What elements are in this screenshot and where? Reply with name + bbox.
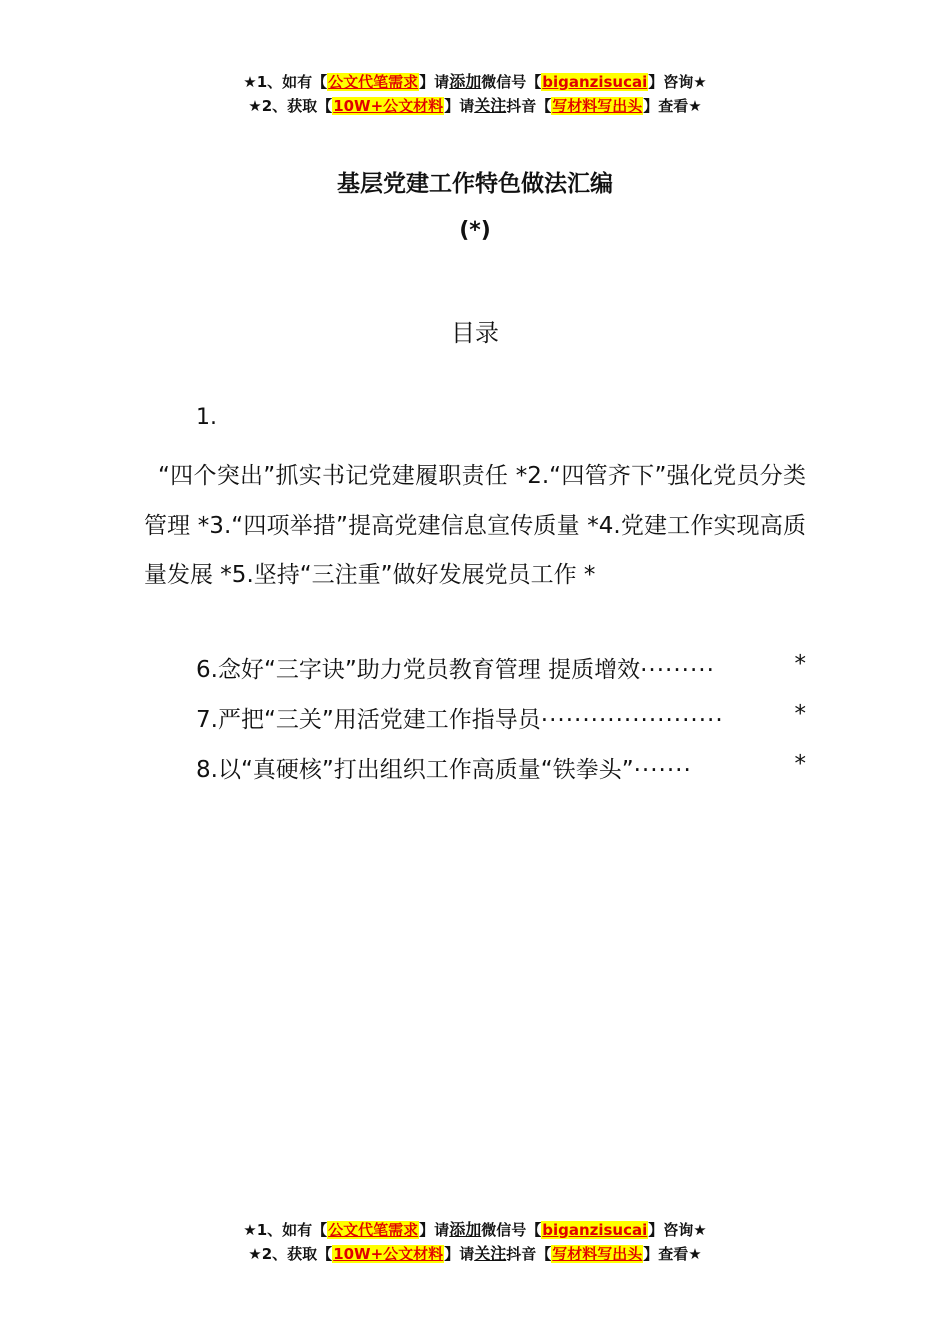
- banner-text: 】查看★: [643, 97, 702, 115]
- footer-banner: [0, 1218, 950, 1266]
- header-banner: [0, 70, 950, 118]
- banner-text: 微信号【: [481, 73, 542, 91]
- banner-text: 】咨询★: [648, 1221, 707, 1239]
- toc-page-number: *: [794, 651, 806, 677]
- toc-paragraph: “四个突出”抓实书记党建履职责任 *2.“四管齐下”强化党员分类管理 *3.“四项举措”提高党建信息宣传质量 *4.党建工作实现高质量发展 *5.坚持“三注重”做好发展党员工作 *: [144, 463, 806, 588]
- toc-entry-text: 7.严把“三关”用活党建工作指导员: [196, 707, 541, 733]
- banner-underline: 关注: [474, 1244, 507, 1263]
- banner-text: 】咨询★: [648, 73, 707, 91]
- banner-line-2: [0, 1242, 950, 1266]
- banner-highlight: 10W+公文材料: [333, 1245, 444, 1263]
- toc-heading: 目录: [451, 319, 499, 347]
- banner-wechat-id: biganzisucai: [542, 73, 648, 91]
- banner-text: 抖音【: [506, 97, 552, 115]
- banner-text: 】请: [444, 97, 475, 115]
- banner-wechat-id: biganzisucai: [542, 1221, 648, 1239]
- document-subtitle: (*): [459, 218, 491, 243]
- banner-text: 抖音【: [506, 1245, 552, 1263]
- banner-text: 】请: [419, 1221, 450, 1239]
- banner-highlight: 10W+公文材料: [333, 97, 444, 115]
- banner-text: ★2、获取【: [248, 1245, 333, 1263]
- toc-entry: [196, 751, 806, 784]
- toc-entry: [196, 651, 806, 684]
- toc-entry: [196, 701, 806, 734]
- banner-line-1: [0, 1218, 950, 1242]
- toc-page-number: *: [794, 701, 806, 727]
- toc-leader-dots: .......: [633, 751, 692, 777]
- banner-underline: 添加: [449, 72, 482, 91]
- banner-highlight: 公文代笔需求: [328, 73, 419, 91]
- banner-underline: 添加: [449, 1220, 482, 1239]
- banner-line-1: [0, 70, 950, 94]
- toc-page-number: *: [794, 751, 806, 777]
- banner-douyin-id: 写材料写出头: [552, 1245, 643, 1263]
- document-title: 基层党建工作特色做法汇编: [337, 171, 613, 197]
- banner-text: 】请: [419, 73, 450, 91]
- toc-first-number: 1.: [196, 405, 217, 430]
- toc-entry-text: 6.念好“三字诀”助力党员教育管理 提质增效: [196, 657, 641, 683]
- banner-text: 】查看★: [643, 1245, 702, 1263]
- banner-text: ★1、如有【: [243, 73, 328, 91]
- toc-leader-dots: .........: [640, 651, 715, 677]
- banner-text: ★2、获取【: [248, 97, 333, 115]
- banner-line-2: [0, 94, 950, 118]
- banner-text: 微信号【: [481, 1221, 542, 1239]
- banner-douyin-id: 写材料写出头: [552, 97, 643, 115]
- banner-text: 】请: [444, 1245, 475, 1263]
- toc-leader-dots: ......................: [540, 701, 724, 727]
- banner-underline: 关注: [474, 96, 507, 115]
- banner-text: ★1、如有【: [243, 1221, 328, 1239]
- toc-entry-text: 8.以“真硬核”打出组织工作高质量“铁拳头”: [196, 757, 634, 783]
- banner-highlight: 公文代笔需求: [328, 1221, 419, 1239]
